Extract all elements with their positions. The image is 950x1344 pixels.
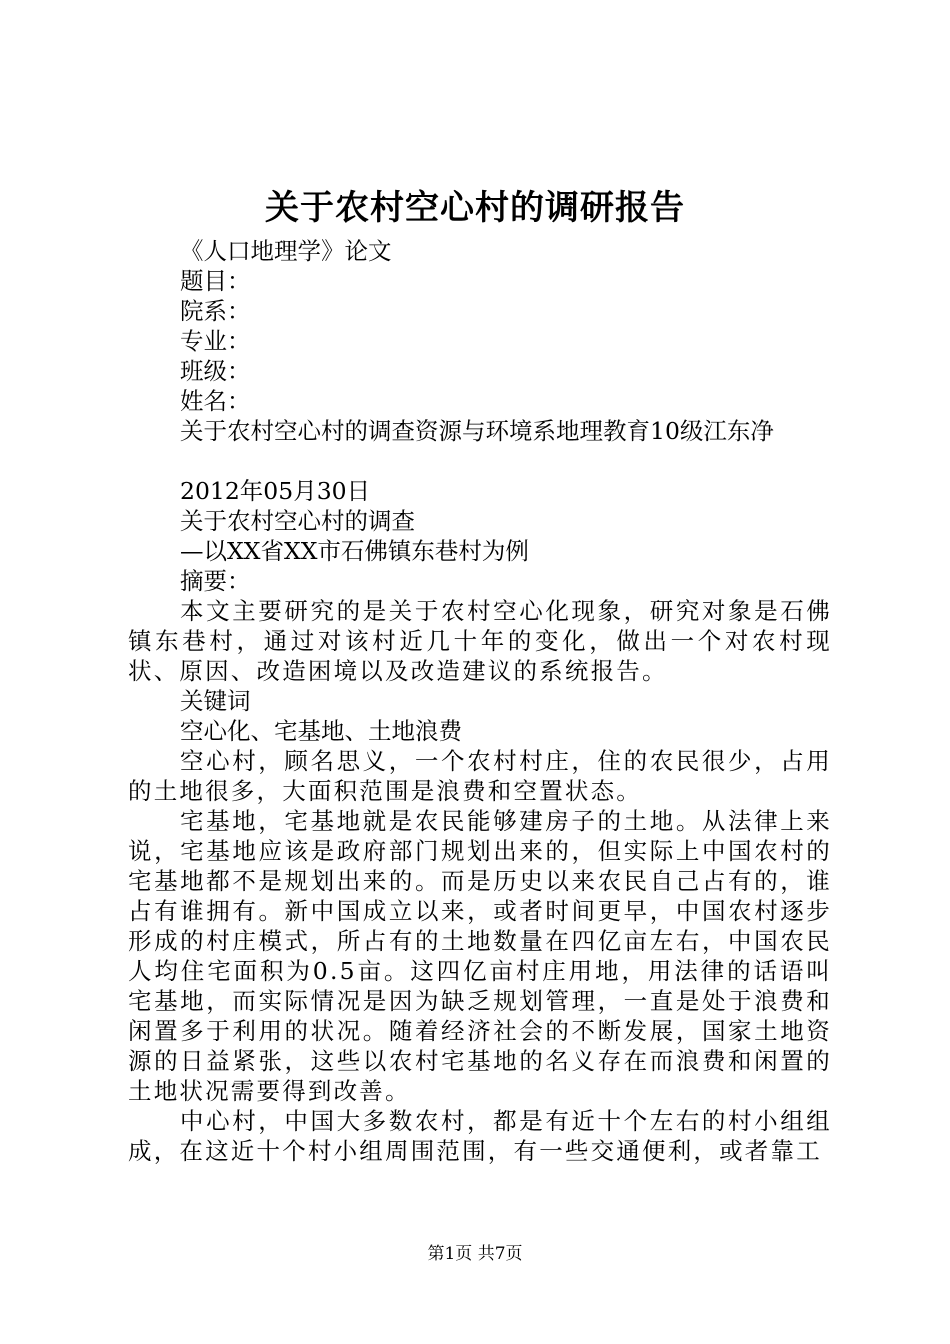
body-paragraph-central-village: 中心村，中国大多数农村，都是有近十个左右的村小组组成，在这近十个村小组周围范围，有一些交通便利，或者靠工 — [128, 1107, 832, 1165]
major-label: 专业： — [180, 327, 251, 355]
page-number-footer: 第1页 共7页 — [427, 1244, 523, 1264]
abstract-paragraph: 本文主要研究的是关于农村空心化现象，研究对象是石佛镇东巷村，通过对该村近几十年的变化，做出一个对农村现状、原因、改造困境以及改造建议的系统报告。 — [128, 597, 832, 685]
subtitle-example: —以XX省XX市石佛镇东巷村为例 — [180, 537, 529, 565]
document-title: 关于农村空心村的调研报告 — [265, 188, 685, 228]
blank-line — [128, 446, 832, 476]
body-paragraph-hollow-village: 空心村，顾名思义，一个农村村庄，住的农民很少，占用的土地很多，大面积范围是浪费和空置状态。 — [128, 747, 832, 805]
abstract-label: 摘要： — [180, 567, 251, 595]
course-line: 《人口地理学》论文 — [180, 237, 392, 265]
date-line: 2012年05月30日 — [180, 477, 371, 505]
keywords-label: 关键词 — [180, 687, 251, 715]
name-label: 姓名： — [180, 387, 251, 415]
author-line: 关于农村空心村的调查资源与环境系地理教育10级江东净 — [180, 417, 774, 445]
body-paragraph-homestead: 宅基地，宅基地就是农民能够建房子的土地。从法律上来说，宅基地应该是政府部门规划出来的，但实际上中国农村的宅基地都不是规划出来的。而是历史以来农民自己占有的，谁占有谁拥有。新中国成立以来，或者时间更早，中国农村逐步形成的村庄模式，所占有的土地数量在四亿亩左右，中国农民人均住宅面积为0.5亩。这四亿亩村庄用地，用法律的话语叫宅基地，而实际情况是因为缺乏规划管理，一直是处于浪费和闲置多于利用的状况。随着经济社会的不断发展，国家土地资源的日益紧张，这些以农村宅基地的名义存在而浪费和闲置的土地状况需要得到改善。 — [128, 807, 832, 1105]
keywords-text: 空心化、宅基地、土地浪费 — [180, 717, 462, 745]
document-body — [128, 236, 832, 1166]
department-label: 院系： — [180, 297, 251, 325]
topic-label: 题目： — [180, 267, 251, 295]
subtitle: 关于农村空心村的调查 — [180, 507, 415, 535]
class-label: 班级： — [180, 357, 251, 385]
